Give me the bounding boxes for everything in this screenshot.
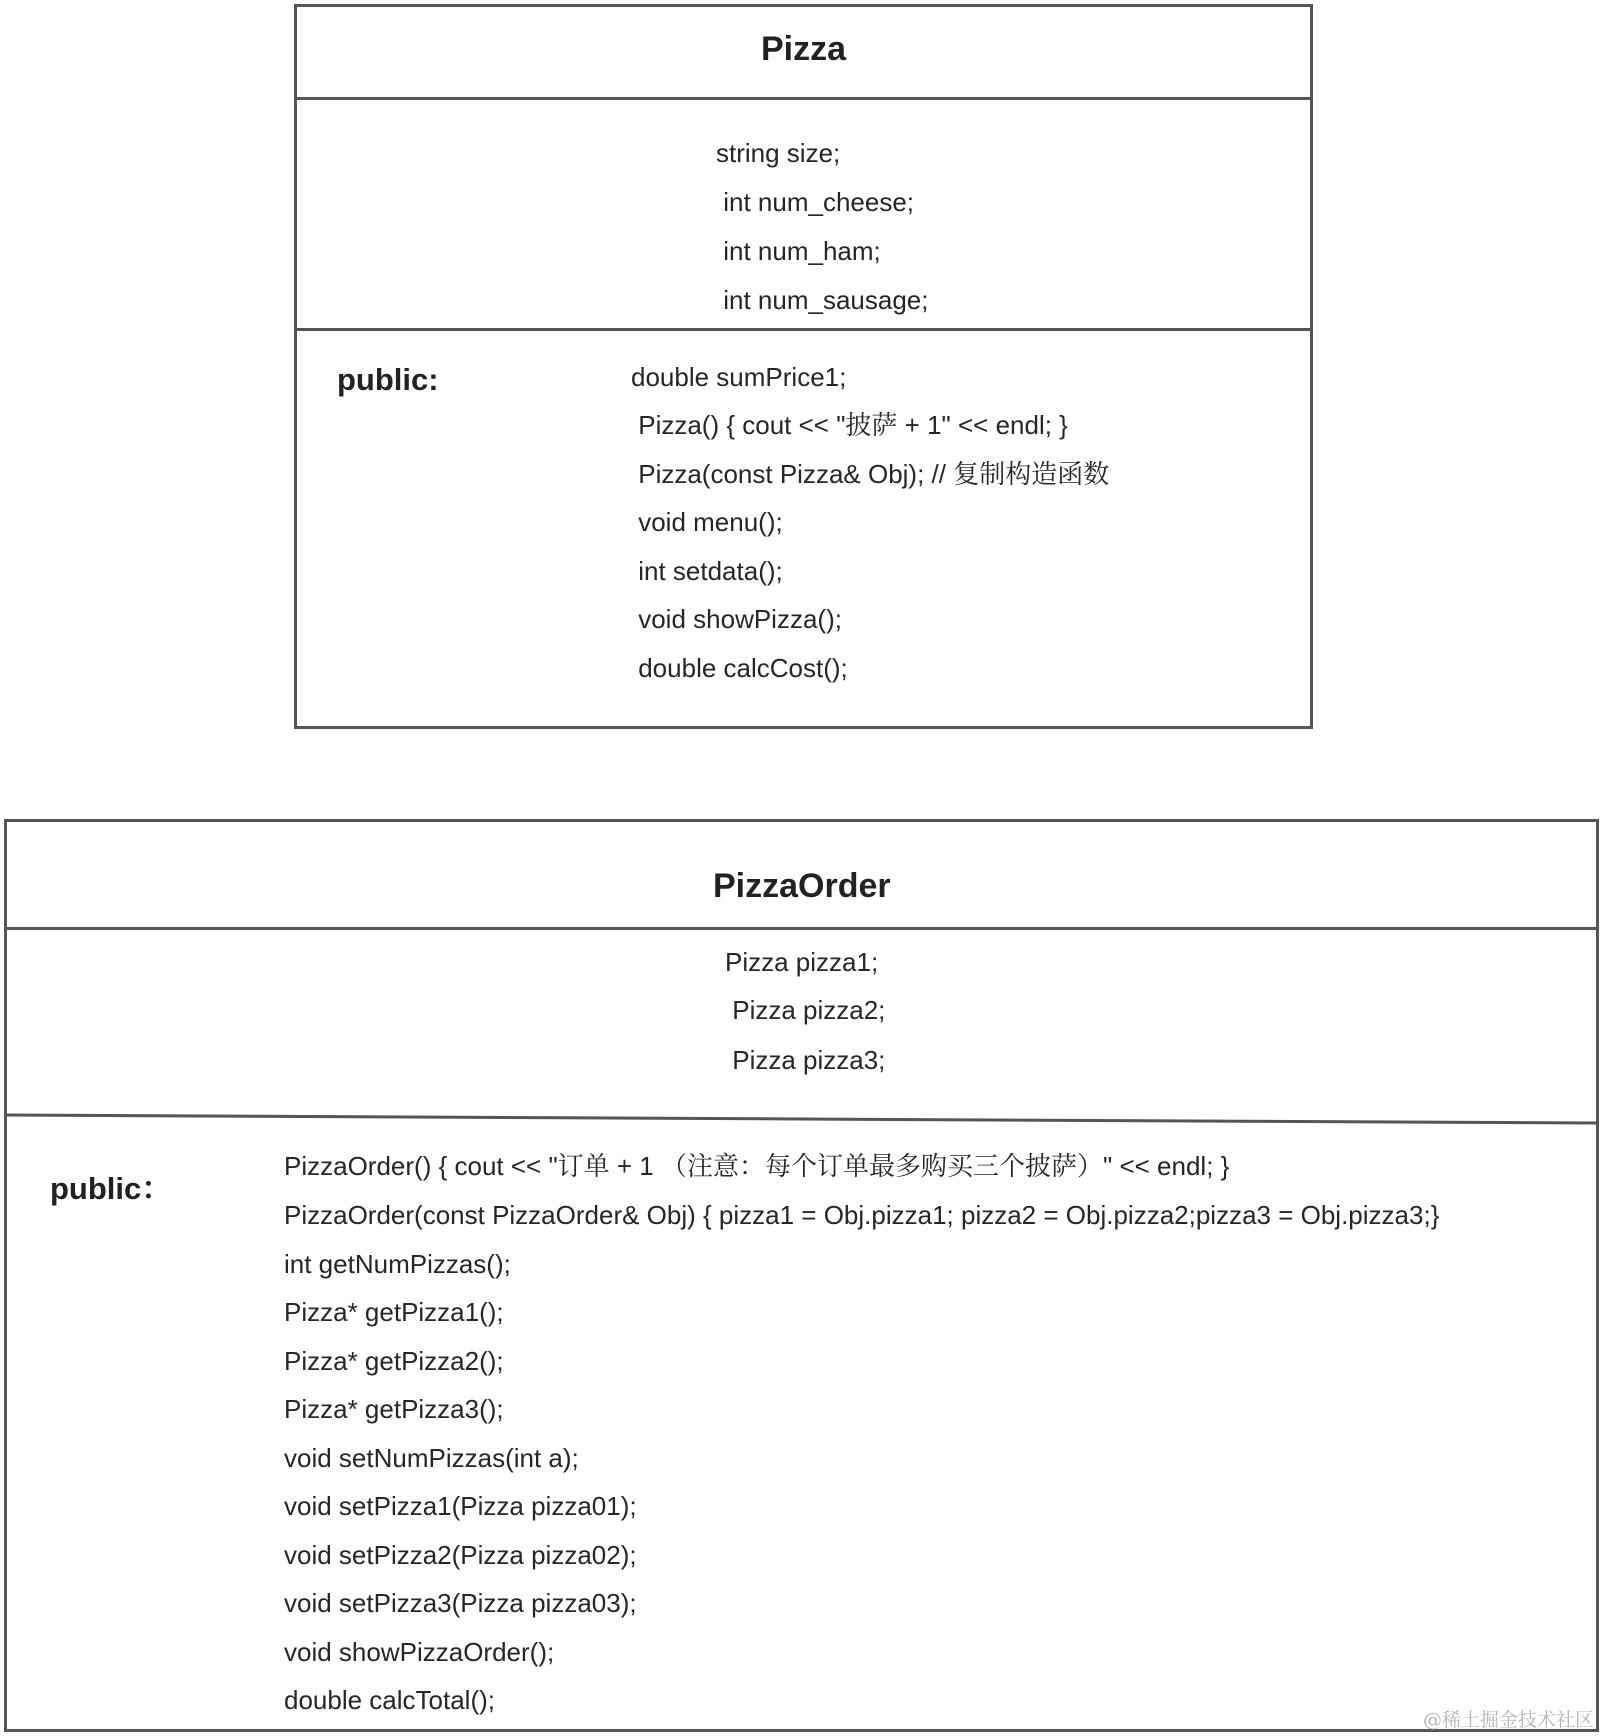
- method-line: PizzaOrder() { cout << "订单 + 1 （注意：每个订单最多购买三个披萨）" << endl; }: [284, 1151, 1230, 1181]
- method-line: Pizza* getPizza3();: [284, 1394, 504, 1424]
- attribute-line: int num_sausage;: [716, 285, 929, 315]
- method-line: int getNumPizzas();: [284, 1249, 511, 1279]
- divider-pizza-attributes: [297, 328, 1310, 331]
- method-line: PizzaOrder(const PizzaOrder& Obj) { pizza1 = Obj.pizza1; pizza2 = Obj.pizza2;pizza3 = Obj.pizza3;}: [284, 1200, 1440, 1230]
- method-line: int setdata();: [631, 556, 783, 586]
- class-box-pizza: [294, 4, 1313, 729]
- attribute-line: int num_ham;: [716, 236, 881, 266]
- method-line: void showPizza();: [631, 604, 842, 634]
- method-line: void setPizza3(Pizza pizza03);: [284, 1588, 637, 1618]
- attribute-line: Pizza pizza2;: [725, 995, 886, 1025]
- divider-pizza-name: [297, 97, 1310, 100]
- method-line: Pizza* getPizza2();: [284, 1346, 504, 1376]
- method-line: Pizza(const Pizza& Obj); // 复制构造函数: [631, 459, 1110, 489]
- watermark: @稀土掘金技术社区: [1422, 1709, 1594, 1731]
- class-name-pizza-order: PizzaOrder: [713, 867, 891, 905]
- method-line: double calcCost();: [631, 653, 848, 683]
- class-box-pizza-order: [4, 819, 1599, 1732]
- method-line: void menu();: [631, 507, 783, 537]
- attribute-line: Pizza pizza1;: [725, 947, 879, 977]
- method-line: double calcTotal();: [284, 1685, 495, 1715]
- method-line: void setPizza2(Pizza pizza02);: [284, 1540, 637, 1570]
- method-line: void showPizzaOrder();: [284, 1637, 555, 1667]
- class-name-pizza: Pizza: [761, 30, 847, 68]
- attribute-line: Pizza pizza3;: [725, 1045, 886, 1075]
- divider-pizza-order-attributes: [7, 822, 1596, 1142]
- method-line: double sumPrice1;: [631, 362, 847, 392]
- visibility-label-pizza: public:: [337, 362, 439, 397]
- method-line: Pizza* getPizza1();: [284, 1297, 504, 1327]
- attribute-line: string size;: [716, 138, 841, 168]
- visibility-label-pizza-order: public：: [50, 1171, 173, 1206]
- attribute-line: int num_cheese;: [716, 187, 915, 217]
- method-line: void setNumPizzas(int a);: [284, 1443, 579, 1473]
- method-line: Pizza() { cout << "披萨 + 1" << endl; }: [631, 410, 1068, 440]
- method-line: void setPizza1(Pizza pizza01);: [284, 1491, 637, 1521]
